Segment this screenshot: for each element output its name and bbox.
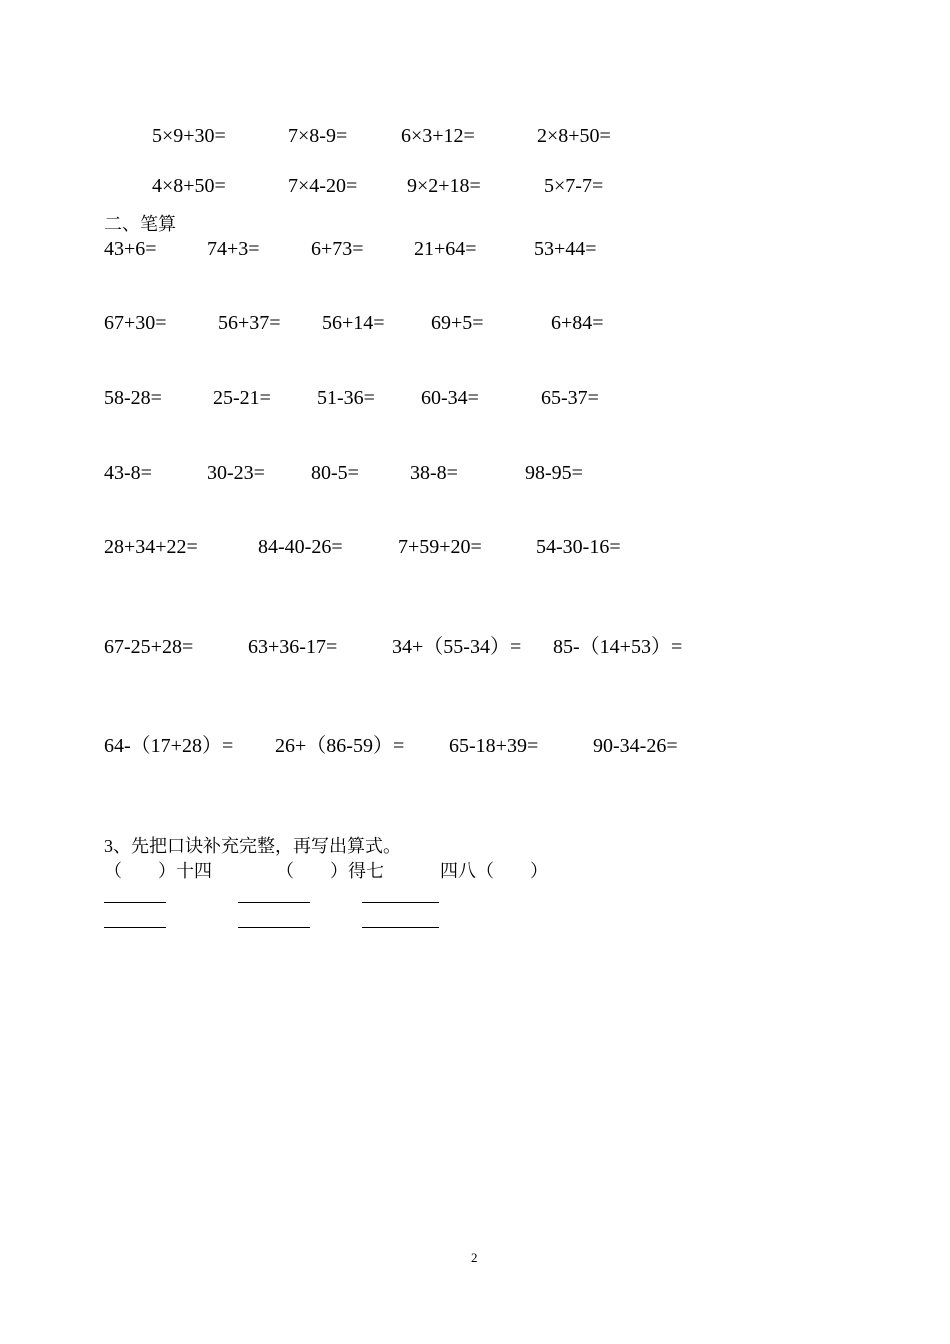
expr-s1-r2-c2: 7×4-20= [288, 175, 358, 197]
expr-s2-r2-c4: 69+5= [431, 312, 484, 334]
answer-blank[interactable] [362, 927, 439, 928]
page-number: 2 [471, 1250, 478, 1265]
expr-s2-r4-c3: 80-5= [311, 462, 359, 484]
expr-s2-r3-c5: 65-37= [541, 387, 599, 409]
expr-s2-r6-c3: 34+（55-34）= [392, 636, 522, 658]
expr-s2-r4-c5: 98-95= [525, 462, 583, 484]
prompt-2: （ ）得七 [276, 861, 384, 881]
expr-s2-r2-c3: 56+14= [322, 312, 385, 334]
expr-s2-r7-c1: 64-（17+28）= [104, 735, 234, 757]
expr-s2-r6-c1: 67-25+28= [104, 636, 194, 658]
prompt-1: （ ）十四 [104, 861, 212, 881]
expr-s2-r1-c5: 53+44= [534, 238, 597, 260]
expr-s2-r5-c2: 84-40-26= [258, 536, 343, 558]
expr-s1-r1-c4: 2×8+50= [537, 125, 611, 147]
expr-s2-r1-c2: 74+3= [207, 238, 260, 260]
expr-s2-r3-c3: 51-36= [317, 387, 375, 409]
expr-s2-r2-c2: 56+37= [218, 312, 281, 334]
answer-blank[interactable] [238, 902, 310, 903]
expr-s2-r5-c4: 54-30-16= [536, 536, 621, 558]
expr-s2-r3-c2: 25-21= [213, 387, 271, 409]
expr-s2-r4-c2: 30-23= [207, 462, 265, 484]
expr-s2-r6-c2: 63+36-17= [248, 636, 338, 658]
expr-s2-r3-c1: 58-28= [104, 387, 162, 409]
answer-blank[interactable] [104, 902, 166, 903]
expr-s1-r1-c3: 6×3+12= [401, 125, 475, 147]
expr-s2-r7-c3: 65-18+39= [449, 735, 539, 757]
expr-s2-r1-c4: 21+64= [414, 238, 477, 260]
answer-blank[interactable] [104, 927, 166, 928]
expr-s2-r7-c2: 26+（86-59）= [275, 735, 405, 757]
expr-s1-r1-c1: 5×9+30= [152, 125, 226, 147]
expr-s2-r7-c4: 90-34-26= [593, 735, 678, 757]
expr-s1-r2-c3: 9×2+18= [407, 175, 481, 197]
expr-s2-r4-c4: 38-8= [410, 462, 458, 484]
prompt-3: 四八（ ） [440, 861, 548, 881]
expr-s1-r2-c4: 5×7-7= [544, 175, 604, 197]
expr-s2-r6-c4: 85-（14+53）= [553, 636, 683, 658]
section2-heading: 二、笔算 [104, 214, 176, 234]
expr-s2-r3-c4: 60-34= [421, 387, 479, 409]
expr-s2-r5-c1: 28+34+22= [104, 536, 198, 558]
section3-heading: 3、先把口诀补充完整，再写出算式。 [104, 836, 401, 856]
expr-s2-r4-c1: 43-8= [104, 462, 152, 484]
expr-s2-r2-c1: 67+30= [104, 312, 167, 334]
expr-s1-r2-c1: 4×8+50= [152, 175, 226, 197]
expr-s2-r2-c5: 6+84= [551, 312, 604, 334]
expr-s2-r1-c3: 6+73= [311, 238, 364, 260]
expr-s2-r5-c3: 7+59+20= [398, 536, 482, 558]
expr-s1-r1-c2: 7×8-9= [288, 125, 348, 147]
answer-blank[interactable] [238, 927, 310, 928]
answer-blank[interactable] [362, 902, 439, 903]
expr-s2-r1-c1: 43+6= [104, 238, 157, 260]
